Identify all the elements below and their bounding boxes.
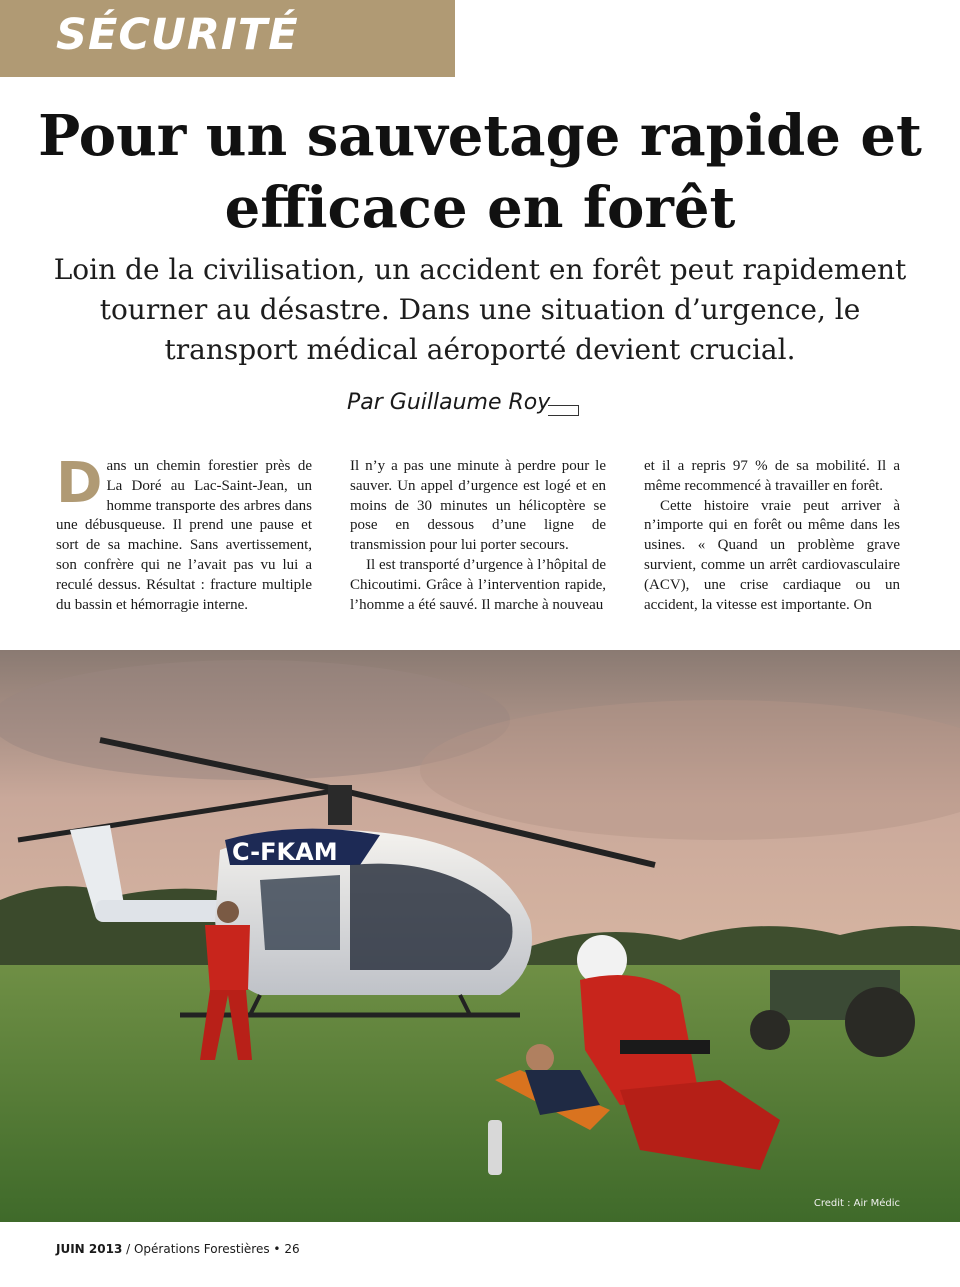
paragraph: Cette histoire vraie peut arriver à n’importe qui en forêt ou même dans les usines. « Quand un problème grave survient, comme un arrêt cardiovasculaire (ACV), une crise cardiaque ou un accident, la vitesse est importante. On bbox=[644, 497, 900, 613]
byline-rule bbox=[548, 405, 579, 416]
article-headline: Pour un sauvetage rapide et efficace en forêt bbox=[38, 103, 922, 241]
footer-issue: JUIN 2013 bbox=[56, 1242, 123, 1256]
paragraph: Il est transporté d’urgence à l’hôpital de Chicoutimi. Grâce à l’intervention rapide, l’homme a été sauvé. Il marche à nouveau bbox=[350, 556, 606, 613]
section-label: SÉCURITÉ bbox=[56, 10, 299, 60]
footer-page-number: • 26 bbox=[269, 1242, 300, 1256]
section-banner bbox=[0, 0, 455, 77]
paragraph: et il a repris 97 % de sa mobilité. Il a même recommencé à travailler en forêt. bbox=[644, 458, 900, 494]
text-column-2 bbox=[350, 457, 606, 615]
oxygen-tank bbox=[488, 1120, 502, 1175]
paragraph: ans un chemin forestier près de La Doré au Lac-Saint-Jean, un homme transporte des arbres dans une débusqueuse. Il prend une pause et sort de sa machine. Sans avertissement, son confrère qui ne l’avait pas vu lui a reculé dessus. Résultat : fracture multiple du bassin et hémorragie interne. bbox=[56, 458, 312, 613]
side-window bbox=[260, 875, 340, 950]
article-deck: Loin de la civilisation, un accident en forêt peut rapidement tourner au désastre. Dans une situation d’urgence, le transport médical aéroporté devient crucial. bbox=[53, 253, 907, 366]
registration-mark: C-FKAM bbox=[232, 838, 338, 866]
text-column-3 bbox=[644, 457, 900, 615]
helicopter-rescue-photo bbox=[0, 650, 960, 1222]
footer-magazine: Opérations Forestières bbox=[133, 1242, 270, 1256]
byline: Par Guillaume Roy bbox=[347, 390, 551, 415]
footer-separator: / bbox=[122, 1242, 134, 1256]
paragraph: Il n’y a pas une minute à perdre pour le sauver. Un appel d’urgence est logé et en moins de 30 minutes un hélicoptère se pose en dessous d’une ligne de transmission pour lui porter secours. bbox=[350, 458, 606, 554]
text-column-1 bbox=[56, 451, 312, 615]
page-footer bbox=[56, 1242, 300, 1256]
photo-illustration bbox=[0, 650, 960, 1222]
drop-cap: D bbox=[56, 451, 103, 516]
photo-credit: Credit : Air Médic bbox=[813, 1198, 900, 1209]
